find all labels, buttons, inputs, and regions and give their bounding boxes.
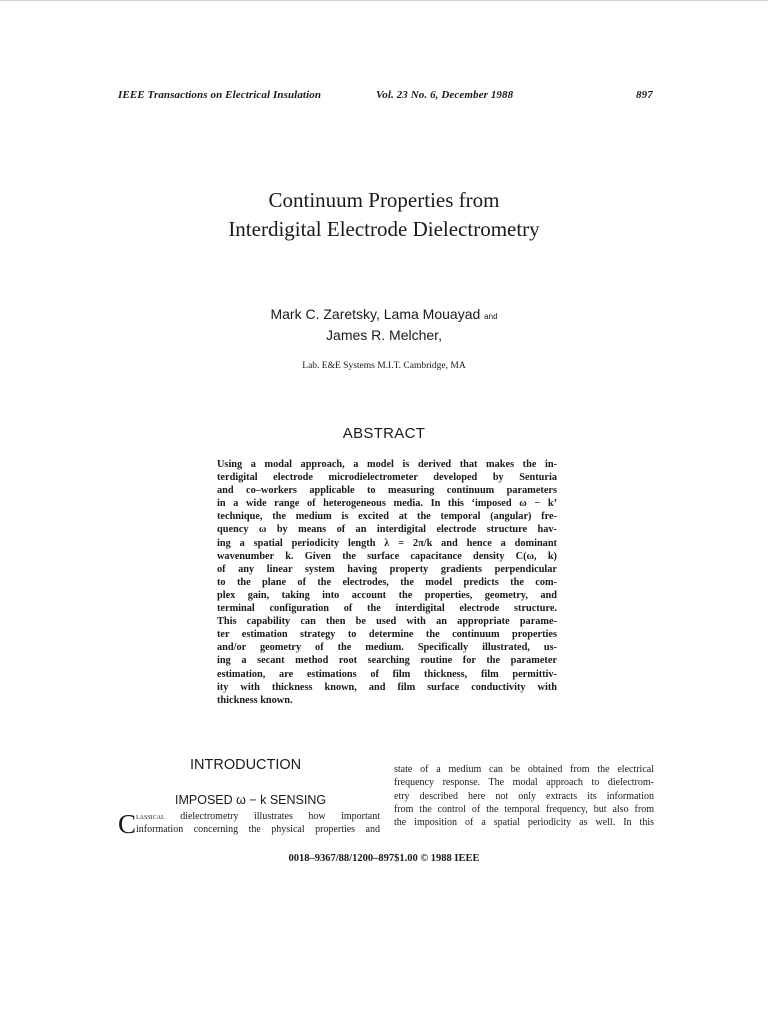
- copyright-identifier: 0018–9367/88/1200–897$1.00 © 1988 IEEE: [288, 853, 480, 864]
- abstract-line: thickness known.: [217, 694, 293, 706]
- intro-line: etry described here not only extracts its information: [394, 790, 654, 802]
- abstract-line: ing a secant method root searching routine for the parameter: [217, 655, 557, 667]
- drop-cap: C: [118, 809, 137, 839]
- abstract-line: wavenumber k. Given the surface capacitance density C(ω, k): [217, 550, 557, 562]
- intro-right-column: [394, 763, 654, 829]
- intro-left-column: [118, 809, 381, 839]
- abstract-line: This capability can then be used with an appropriate parame-: [217, 616, 557, 628]
- authors-and: and: [484, 312, 498, 321]
- abstract-line: in a wide range of heterogeneous media. In this ‘imposed ω − k’: [217, 498, 557, 510]
- intro-line: the imposition of a spatial periodicity as well. In this: [394, 817, 654, 829]
- intro-line: frequency response. The modal approach to dielectrom-: [394, 777, 654, 789]
- journal-name: IEEE Transactions on Electrical Insulation: [118, 89, 322, 101]
- abstract-line: and co–workers applicable to measuring continuum parameters: [217, 485, 557, 497]
- abstract-line: of any linear system having property gradients perpendicular: [217, 563, 557, 575]
- authors-line-1: Mark C. Zaretsky, Lama Mouayad: [270, 306, 481, 322]
- intro-line: from the control of the temporal frequency, but also from: [394, 803, 654, 815]
- intro-line: state of a medium can be obtained from the electrical: [394, 764, 654, 775]
- subsection-heading: IMPOSED ω − k SENSING: [175, 793, 327, 807]
- page-number: 897: [636, 89, 653, 101]
- abstract-line: estimation, are estimations of film thickness, film permittiv-: [217, 668, 557, 680]
- abstract-line: terminal configuration of the interdigital electrode structure.: [217, 603, 557, 615]
- authors-line-2: James R. Melcher,: [326, 327, 442, 343]
- abstract-line: technique, the medium is excited at the temporal (angular) fre-: [217, 511, 557, 523]
- abstract-line: plex gain, taking into account the properties, geometry, and: [217, 589, 557, 601]
- intro-line: [118, 810, 380, 823]
- affiliation: Lab. E&E Systems M.I.T. Cambridge, MA: [302, 361, 466, 371]
- abstract-line: Using a modal approach, a model is derived that makes the in-: [217, 459, 557, 470]
- first-word: lassical: [136, 811, 165, 821]
- abstract-body: [217, 458, 557, 707]
- abstract-heading: ABSTRACT: [342, 425, 426, 442]
- top-border: [0, 0, 768, 1]
- introduction-heading: INTRODUCTION: [190, 757, 302, 773]
- intro-line-rest: dielectrometry illustrates how important: [180, 811, 381, 822]
- abstract-line: to the plane of the electrodes, the model predicts the com-: [217, 576, 557, 588]
- abstract-line: ter estimation strategy to determine the continuum properties: [217, 629, 557, 641]
- paper-title: [0, 186, 768, 244]
- abstract-line: ing a spatial periodicity length λ = 2π/k and hence a dominant: [217, 537, 557, 549]
- abstract-line: and/or geometry of the medium. Specifically illustrated, us-: [217, 642, 557, 654]
- title-line-1: Continuum Properties from: [268, 188, 500, 212]
- title-line-2: Interdigital Electrode Dielectrometry: [228, 217, 540, 241]
- abstract-line: ity with thickness known, and film surface conductivity with: [217, 681, 557, 693]
- author-list: [0, 305, 768, 345]
- intro-line: information concerning the physical properties and: [136, 824, 380, 835]
- abstract-line: terdigital electrode microdielectrometer developed by Senturia: [217, 472, 557, 484]
- volume-info: Vol. 23 No. 6, December 1988: [376, 89, 514, 101]
- abstract-line: quency ω by means of an interdigital electrode structure hav-: [217, 524, 557, 536]
